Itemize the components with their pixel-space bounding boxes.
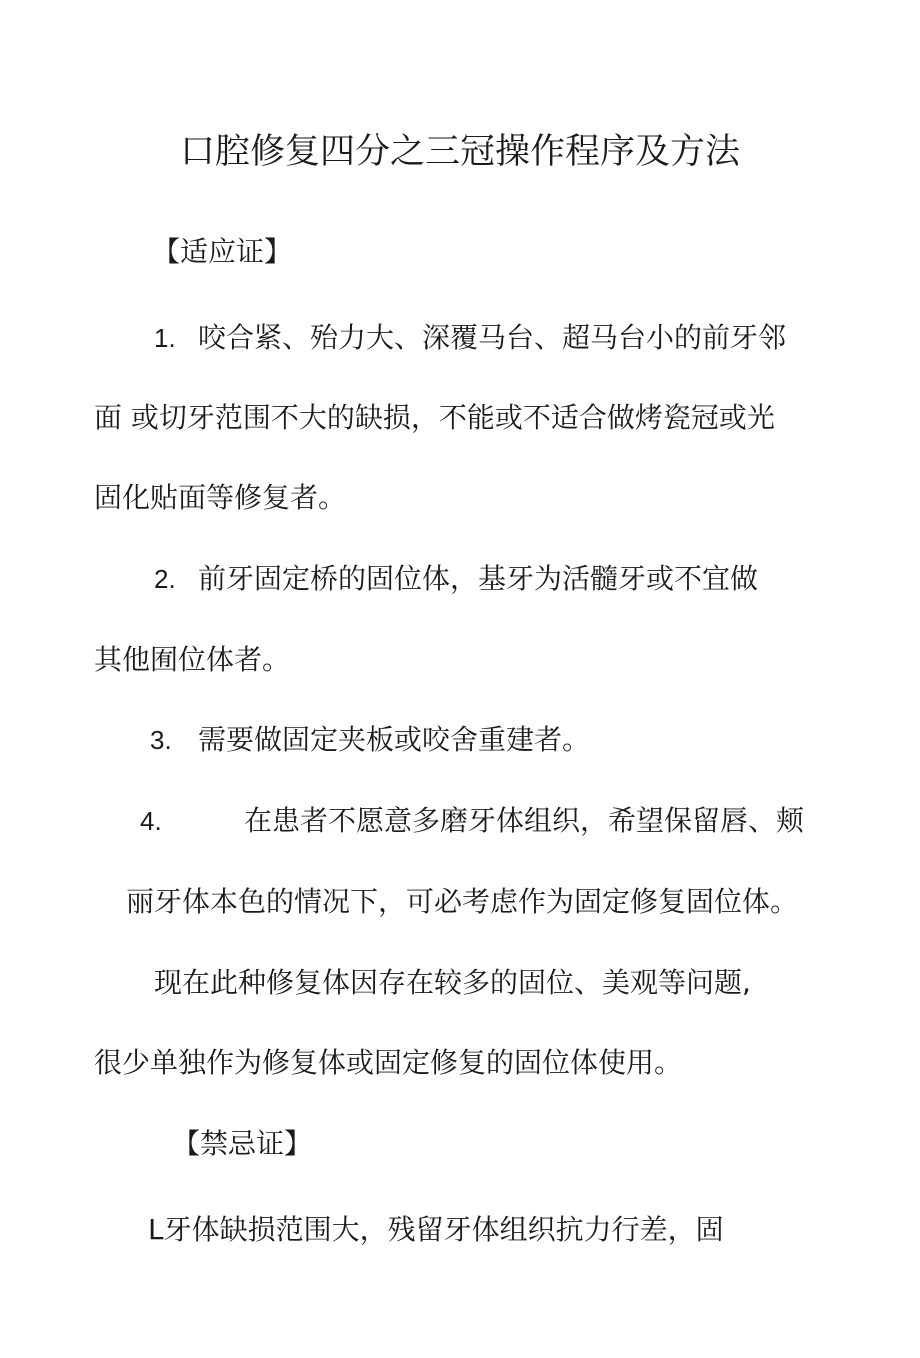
item-number: 4.: [140, 806, 162, 836]
contraindications-heading: 【禁忌证】: [172, 1127, 313, 1160]
note-text: 很少单独作为修复体或固定修复的固位体使用。: [94, 1046, 683, 1079]
item-number: 2.: [154, 564, 176, 594]
item-text: 需要做固定夹板或咬舍重建者。: [198, 723, 591, 756]
item-text: 面 或切牙范围不大的缺损，不能或不适合做烤瓷冠或光: [94, 401, 775, 434]
note-text: 现在此种修复体因存在较多的固位、美观等问题,: [154, 966, 751, 999]
item-text: 前牙固定桥的固位体，基牙为活髓牙或不宜做: [198, 562, 759, 595]
item-text: 在患者不愿意多磨牙体组织，希望保留唇、颊: [244, 804, 805, 837]
item-number: 3.: [150, 725, 172, 755]
indications-heading: 【适应证】: [152, 235, 293, 268]
item-text: 固化贴面等修复者。: [94, 481, 347, 514]
item-text: L牙体缺损范围大，残留牙体组织抗力行差，固: [148, 1213, 724, 1246]
item-text: 丽牙体本色的情况下，可必考虑作为固定修复固位体。: [126, 885, 799, 918]
item-text: 其他囿位体者。: [94, 643, 291, 676]
item-text: 咬合紧、殆力大、深覆马台、超马台小的前牙邻: [198, 321, 787, 354]
page-title: 口腔修复四分之三冠操作程序及方法: [179, 132, 740, 172]
item-number: 1.: [154, 323, 176, 353]
